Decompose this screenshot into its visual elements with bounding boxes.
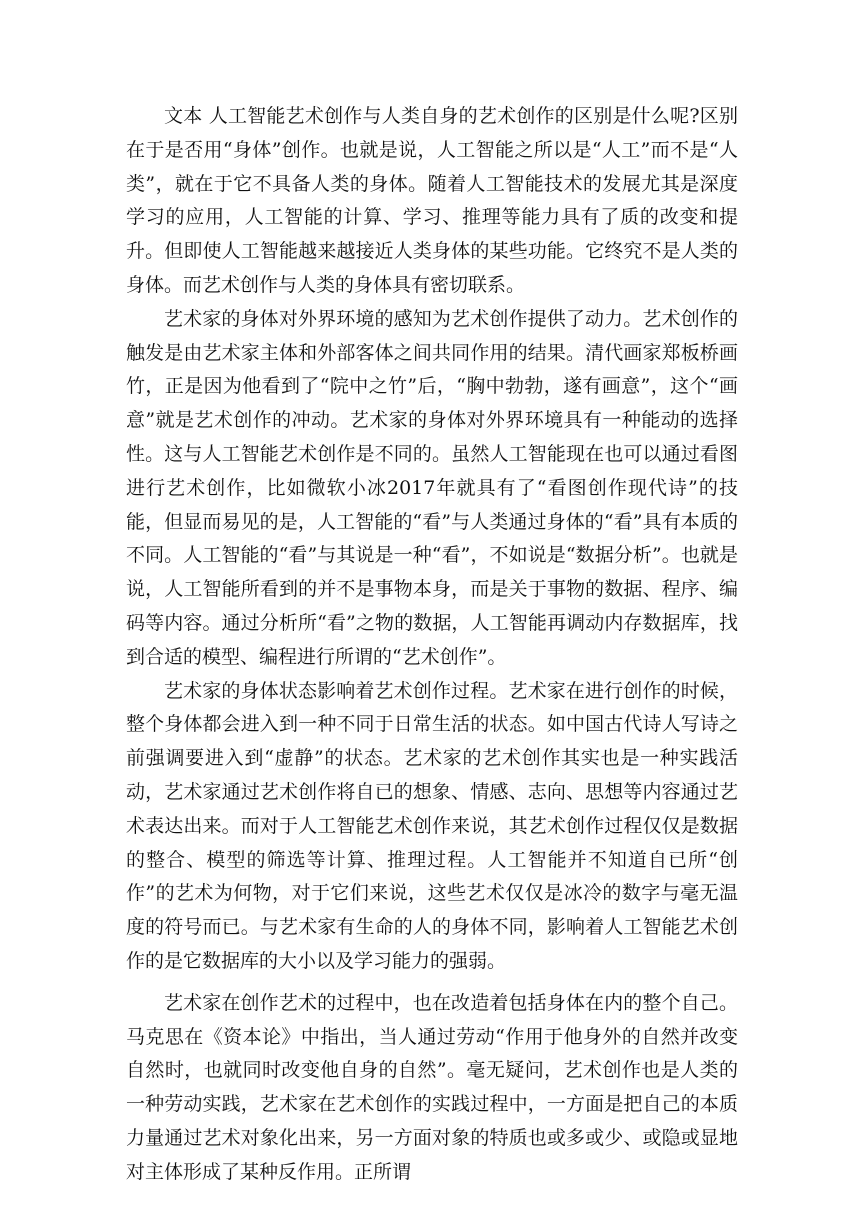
paragraph-2: 艺术家的身体对外界环境的感知为艺术创作提供了动力。艺术创作的触发是由艺术家主体和外部客体之间共同作用的结果。清代画家郑板桥画竹，正是因为他看到了“院中之竹”后，“胸中勃勃，遂有画意”，这个“画意”就是艺术创作的冲动。艺术家的身体对外界环境具有一种能动的选择性。这与人工智能艺术创作是不同的。虽然人工智能现在也可以通过看图进行艺术创作，比如微软小冰2017年就具有了“看图创作现代诗”的技能，但显而易见的是，人工智能的“看”与人类通过身体的“看”具有本质的不同。人工智能的“看”与其说是一种“看”，不如说是“数据分析”。也就是说，人工智能所看到的并不是事物本身，而是关于事物的数据、程序、编码等内容。通过分析所“看”之物的数据，人工智能再调动内存数据库，找到合适的模型、编程进行所谓的“艺术创作”。 bbox=[126, 307, 738, 668]
document-body bbox=[126, 100, 738, 1190]
paragraph-1: 文本 人工智能艺术创作与人类自身的艺术创作的区别是什么呢?区别在于是否用“身体”创作。也就是说，人工智能之所以是“人工”而不是“人类”，就在于它不具备人类的身体。随着人工智能技术的发展尤其是深度学习的应用，人工智能的计算、学习、推理等能力具有了质的改变和提升。但即使人工智能越来越接近人类身体的某些功能。它终究不是人类的身体。而艺术创作与人类的身体具有密切联系。 bbox=[126, 105, 738, 296]
paragraph-4: 艺术家在创作艺术的过程中，也在改造着包括身体在内的整个自己。马克思在《资本论》中指出，当人通过劳动“作用于他身外的自然并改变自然时，也就同时改变他自身的自然”。毫无疑问，艺术创作也是人类的一种劳动实践，艺术家在艺术创作的实践过程中，一方面是把自己的本质力量通过艺术对象化出来，另一方面对象的特质也或多或少、或隐或显地对主体形成了某种反作用。正所谓 bbox=[126, 991, 738, 1183]
paragraph-3: 艺术家的身体状态影响着艺术创作过程。艺术家在进行创作的时候，整个身体都会进入到一种不同于日常生活的状态。如中国古代诗人写诗之前强调要进入到“虚静”的状态。艺术家的艺术创作其实也是一种实践活动，艺术家通过艺术创作将自已的想象、情感、志向、思想等内容通过艺术表达出来。而对于人工智能艺术创作来说，其艺术创作过程仅仅是数据的整合、模型的筛选等计算、推理过程。人工智能并不知道自已所“创作”的艺术为何物，对于它们来说，这些艺术仅仅是冰冷的数字与毫无温度的符号而已。与艺术家有生命的人的身体不同，影响着人工智能艺术创作的是它数据库的大小以及学习能力的强弱。 bbox=[126, 679, 738, 972]
